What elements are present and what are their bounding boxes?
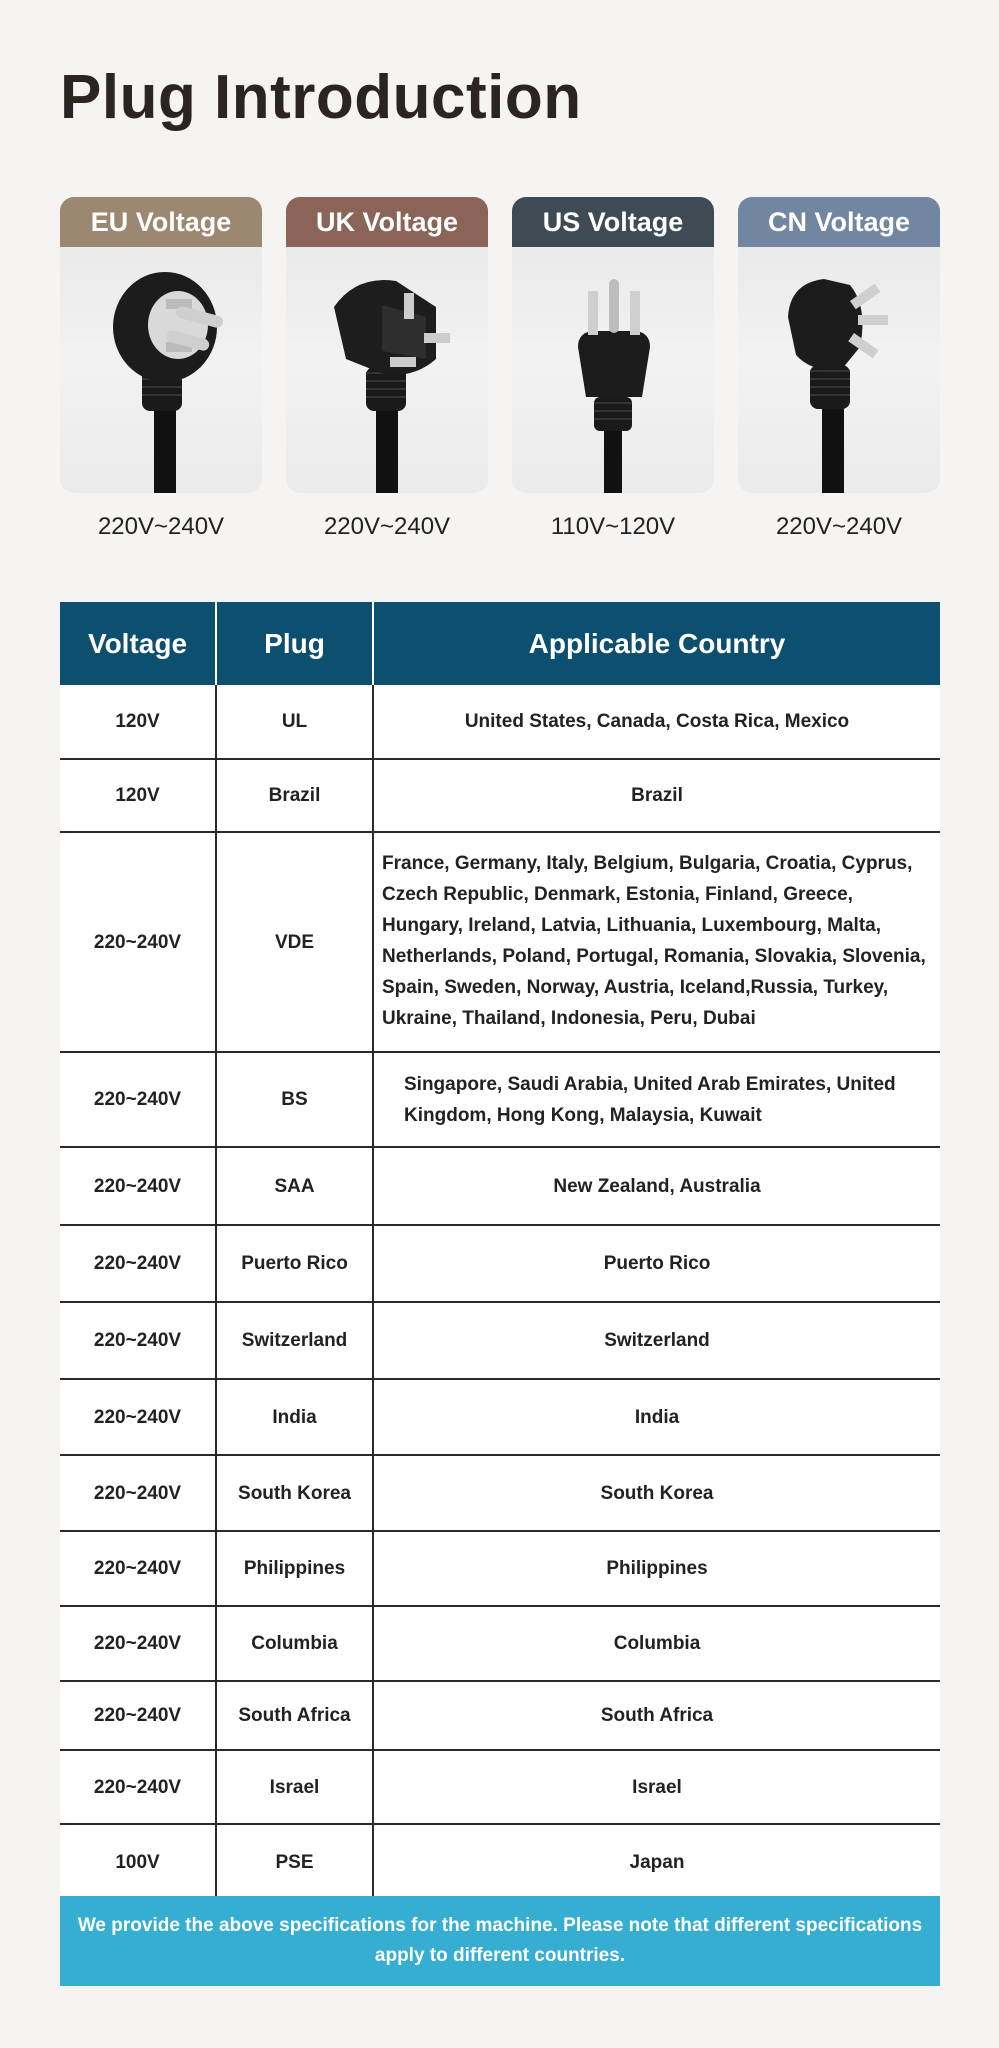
cell-plug: Switzerland <box>216 1302 373 1379</box>
uk-plug-icon <box>286 247 488 493</box>
cell-voltage: 220~240V <box>60 1379 216 1455</box>
table-row <box>60 1606 940 1681</box>
table-row <box>60 1147 940 1225</box>
cell-plug: India <box>216 1379 373 1455</box>
cell-plug: Brazil <box>216 759 373 832</box>
plug-voltage-eu: 220V~240V <box>97 513 225 540</box>
cell-plug: Philippines <box>216 1531 373 1606</box>
plug-voltage-us: 110V~120V <box>550 513 676 540</box>
cell-plug: South Korea <box>216 1455 373 1531</box>
cn-plug-icon <box>738 247 940 493</box>
table-row <box>60 759 940 832</box>
footer-note: We provide the above specifications for the machine. Please note that different specifications apply to different countries. <box>60 1896 940 1986</box>
header-applicable-country: Applicable Country <box>373 602 940 685</box>
cell-plug: Israel <box>216 1750 373 1824</box>
cell-plug: SAA <box>216 1147 373 1225</box>
cell-country: Philippines <box>373 1531 940 1606</box>
cell-voltage: 220~240V <box>60 1681 216 1750</box>
table-row <box>60 1379 940 1455</box>
cell-voltage: 220~240V <box>60 1302 216 1379</box>
cell-voltage: 220~240V <box>60 832 216 1052</box>
cell-country: Switzerland <box>373 1302 940 1379</box>
plug-cards <box>60 197 940 547</box>
cell-voltage: 120V <box>60 759 216 832</box>
eu-plug-icon <box>60 247 262 493</box>
cell-country: South Korea <box>373 1455 940 1531</box>
plug-country-table <box>60 602 940 1901</box>
plug-card-cn <box>738 197 940 493</box>
table-row <box>60 832 940 1052</box>
cell-country: Japan <box>373 1824 940 1900</box>
cell-voltage: 120V <box>60 685 216 759</box>
cell-voltage: 220~240V <box>60 1225 216 1302</box>
cell-country: Columbia <box>373 1606 940 1681</box>
table-row <box>60 685 940 759</box>
cell-plug: BS <box>216 1052 373 1147</box>
cell-country: New Zealand, Australia <box>373 1147 940 1225</box>
cell-voltage: 220~240V <box>60 1606 216 1681</box>
cell-plug: UL <box>216 685 373 759</box>
plug-card-eu <box>60 197 262 493</box>
table-row <box>60 1531 940 1606</box>
plug-voltage-cn: 220V~240V <box>775 513 903 540</box>
page-title: Plug Introduction <box>60 63 582 132</box>
cell-voltage: 220~240V <box>60 1052 216 1147</box>
table-row <box>60 1681 940 1750</box>
cell-plug: South Africa <box>216 1681 373 1750</box>
header-plug: Plug <box>216 602 373 685</box>
plug-card-header: EU Voltage <box>60 197 262 247</box>
table-row <box>60 1052 940 1147</box>
cell-country: United States, Canada, Costa Rica, Mexico <box>373 685 940 759</box>
header-voltage: Voltage <box>60 602 216 685</box>
table-row <box>60 1225 940 1302</box>
table-row <box>60 1824 940 1900</box>
cell-country: France, Germany, Italy, Belgium, Bulgaria, Croatia, Cyprus, Czech Republic, Denmark, Estonia, Finland, Greece, Hungary, Ireland, Latvia, Lithuania, Luxembourg, Malta, Netherlands, Poland, Portugal, Romania, Slovakia, Slovenia, Spain, Sweden, Norway, Austria, Iceland,Russia, Turkey, Ukraine, Thailand, Indonesia, Peru, Dubai <box>373 832 940 1052</box>
cell-voltage: 220~240V <box>60 1147 216 1225</box>
cell-country: Puerto Rico <box>373 1225 940 1302</box>
table-row <box>60 1750 940 1824</box>
cell-voltage: 220~240V <box>60 1531 216 1606</box>
table-row <box>60 1455 940 1531</box>
us-plug-icon <box>512 247 714 493</box>
cell-plug: PSE <box>216 1824 373 1900</box>
cell-plug: VDE <box>216 832 373 1052</box>
cell-plug: Puerto Rico <box>216 1225 373 1302</box>
plug-card-us <box>512 197 714 493</box>
cell-country: Singapore, Saudi Arabia, United Arab Emirates, United Kingdom, Hong Kong, Malaysia, Kuwait <box>373 1052 940 1147</box>
plug-card-header: UK Voltage <box>286 197 488 247</box>
cell-voltage: 220~240V <box>60 1750 216 1824</box>
plug-voltage-uk: 220V~240V <box>323 513 451 540</box>
plug-card-header: US Voltage <box>512 197 714 247</box>
cell-country: India <box>373 1379 940 1455</box>
cell-voltage: 220~240V <box>60 1455 216 1531</box>
table-row <box>60 1302 940 1379</box>
cell-voltage: 100V <box>60 1824 216 1900</box>
cell-country: Israel <box>373 1750 940 1824</box>
plug-card-uk <box>286 197 488 493</box>
cell-plug: Columbia <box>216 1606 373 1681</box>
cell-country: Brazil <box>373 759 940 832</box>
plug-card-header: CN Voltage <box>738 197 940 247</box>
cell-country: South Africa <box>373 1681 940 1750</box>
